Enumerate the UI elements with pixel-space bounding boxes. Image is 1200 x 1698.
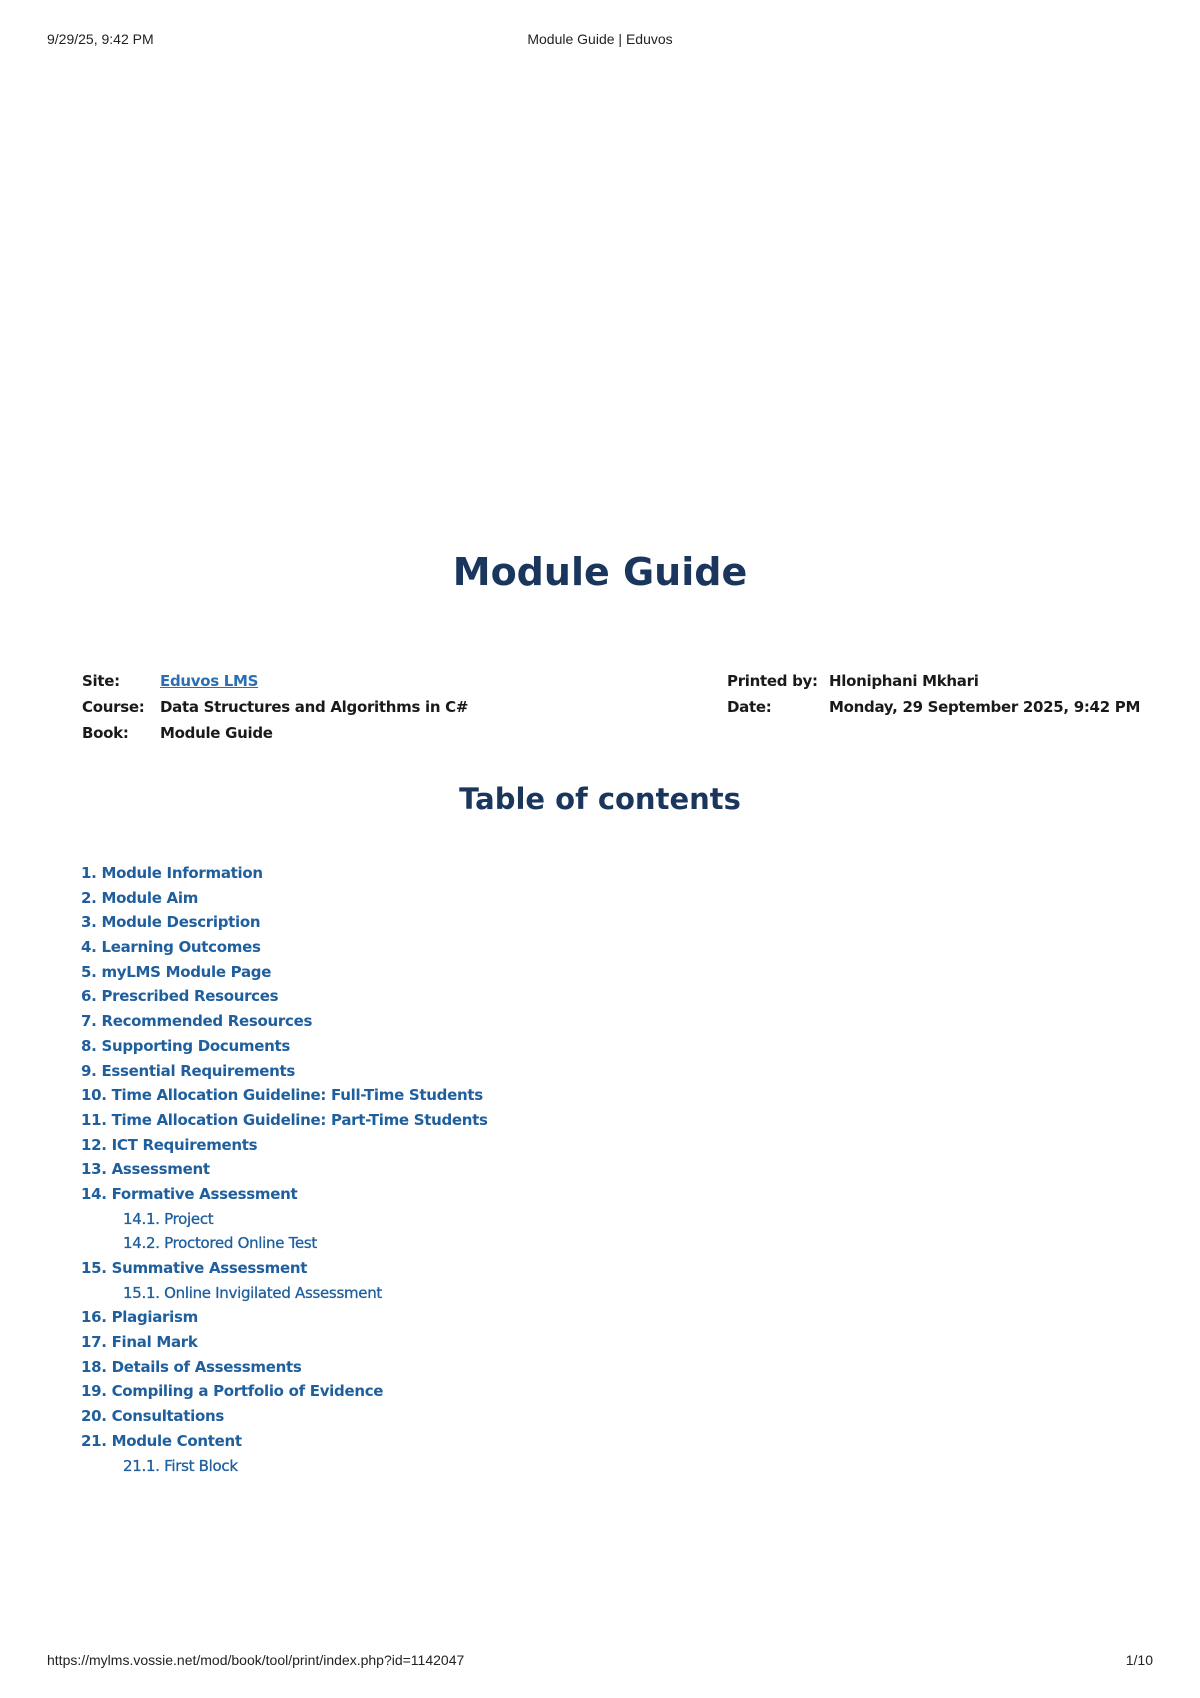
meta-course-value: Data Structures and Algorithms in C# [160, 698, 469, 716]
meta-printed-by-label: Printed by: [727, 672, 818, 690]
toc-link[interactable]: 12. ICT Requirements [81, 1135, 258, 1154]
toc-item [81, 984, 488, 1009]
toc-sublink[interactable]: 14.2. Proctored Online Test [123, 1234, 317, 1253]
toc-item [81, 1256, 488, 1281]
toc-link[interactable]: 9. Essential Requirements [81, 1061, 296, 1080]
toc-item [81, 1059, 488, 1084]
toc-link[interactable]: 5. myLMS Module Page [81, 962, 272, 981]
toc-item [81, 1429, 488, 1454]
print-page-number: 1/10 [1125, 1652, 1153, 1668]
toc-link[interactable]: 6. Prescribed Resources [81, 987, 279, 1006]
toc-link[interactable]: 3. Module Description [81, 913, 261, 932]
meta-printed-by-value: Hloniphani Mkhari [829, 672, 979, 690]
toc-item [81, 886, 488, 911]
meta-book-value: Module Guide [160, 724, 273, 742]
toc-link[interactable]: 8. Supporting Documents [81, 1036, 290, 1055]
toc-link[interactable]: 17. Final Mark [81, 1333, 198, 1352]
meta-site-link[interactable]: Eduvos LMS [160, 672, 259, 690]
meta-site-label: Site: [82, 672, 120, 690]
toc-link[interactable]: 13. Assessment [81, 1160, 210, 1179]
toc-subitem [81, 1207, 488, 1232]
toc-link[interactable]: 11. Time Allocation Guideline: Part-Time Students [81, 1110, 488, 1129]
toc-item [81, 910, 488, 935]
meta-date-label: Date: [727, 698, 772, 716]
toc-item [81, 960, 488, 985]
toc-title: Table of contents [459, 782, 741, 816]
toc-item [81, 1133, 488, 1158]
toc-link[interactable]: 4. Learning Outcomes [81, 938, 261, 957]
toc-item [81, 1305, 488, 1330]
toc-link[interactable]: 21. Module Content [81, 1431, 242, 1450]
meta-course-label: Course: [82, 698, 145, 716]
toc-subitem [81, 1281, 488, 1306]
toc-link[interactable]: 15. Summative Assessment [81, 1259, 308, 1277]
document-title: Module Guide [452, 550, 748, 594]
toc-link[interactable]: 1. Module Information [81, 864, 263, 882]
toc-link[interactable]: 20. Consultations [81, 1407, 224, 1426]
print-datetime: 9/29/25, 9:42 PM [47, 31, 154, 47]
toc-item [81, 1355, 488, 1380]
toc-item [81, 1034, 488, 1059]
toc-link[interactable]: 19. Compiling a Portfolio of Evidence [81, 1382, 384, 1401]
toc-item [81, 1404, 488, 1429]
meta-book-label: Book: [82, 724, 129, 742]
toc-sublink[interactable]: 14.1. Project [123, 1209, 214, 1228]
table-of-contents [81, 861, 488, 1478]
toc-item [81, 1182, 488, 1207]
toc-item [81, 1009, 488, 1034]
toc-link[interactable]: 18. Details of Assessments [81, 1357, 302, 1376]
toc-link[interactable]: 10. Time Allocation Guideline: Full-Time Students [81, 1086, 483, 1105]
toc-sublink[interactable]: 21.1. First Block [123, 1456, 238, 1475]
toc-item [81, 1157, 488, 1182]
print-footer [47, 1652, 1153, 1672]
toc-item [81, 861, 488, 886]
toc-item [81, 1379, 488, 1404]
meta-date-value: Monday, 29 September 2025, 9:42 PM [829, 698, 1141, 716]
toc-link[interactable]: 7. Recommended Resources [81, 1012, 313, 1031]
print-header [47, 31, 1153, 51]
toc-subitem [81, 1454, 488, 1479]
toc-item [81, 935, 488, 960]
toc-link[interactable]: 16. Plagiarism [81, 1308, 198, 1327]
toc-link[interactable]: 14. Formative Assessment [81, 1184, 298, 1203]
toc-subitem [81, 1231, 488, 1256]
toc-item [81, 1108, 488, 1133]
print-page-title: Module Guide | Eduvos [527, 31, 673, 47]
toc-link[interactable]: 2. Module Aim [81, 888, 199, 907]
toc-item [81, 1330, 488, 1355]
toc-sublink[interactable]: 15.1. Online Invigilated Assessment [123, 1283, 382, 1302]
print-url: https://mylms.vossie.net/mod/book/tool/print/index.php?id=1142047 [47, 1652, 465, 1668]
toc-item [81, 1083, 488, 1108]
